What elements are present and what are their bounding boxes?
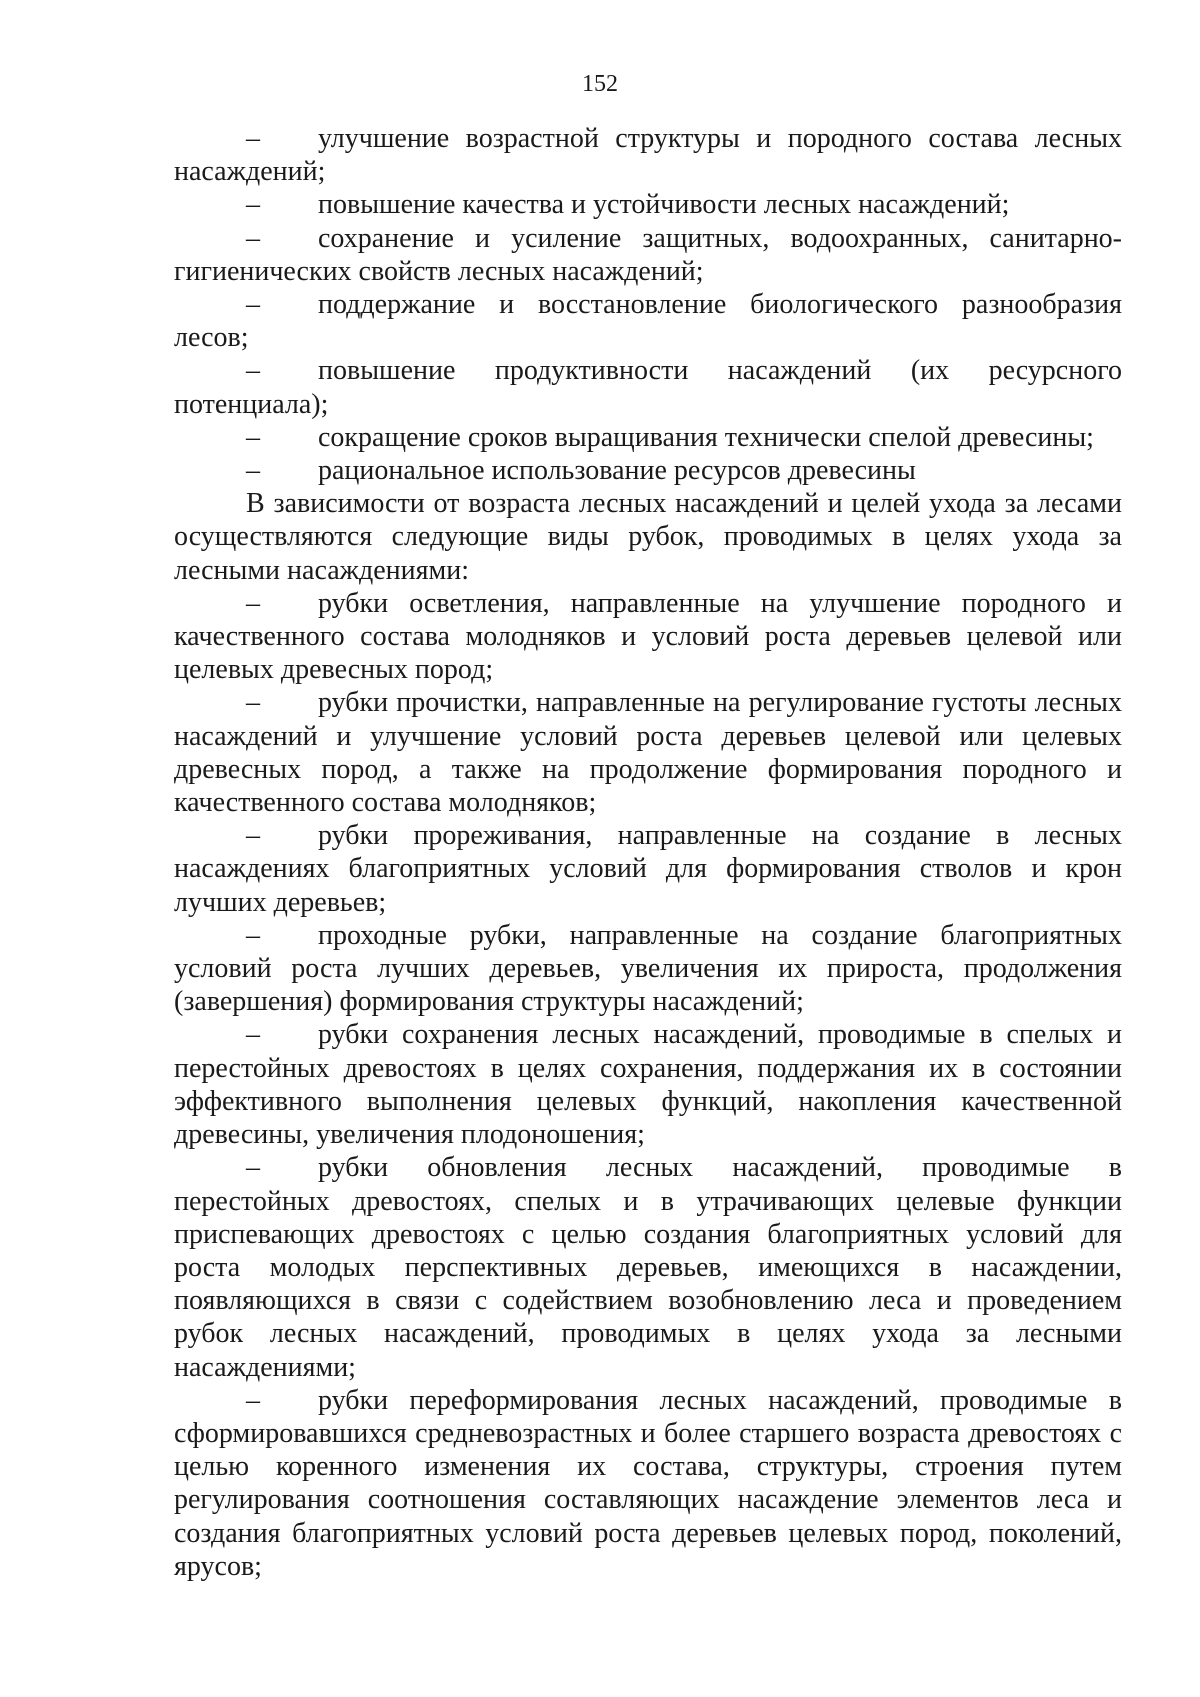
list-item — [174, 122, 1122, 188]
dash-marker: – — [246, 123, 260, 154]
list-item-text: проходные рубки, направленные на создание благоприятных условий роста лучших деревьев, увеличения их прироста, продолжения (завершения) формирования структуры насаждений; — [174, 919, 1122, 1018]
list-item — [174, 1151, 1122, 1383]
page-number: 152 — [582, 71, 618, 97]
list-item-text: рубки прореживания, направленные на создание в лесных насаждениях благоприятных условий для формирования стволов и крон лучших деревьев; — [174, 820, 1122, 918]
list-item-text: поддержание и восстановление биологического разнообразия лесов; — [174, 289, 1122, 354]
list-item-text: рубки прочистки, направленные на регулирование густоты лесных насаждений и улучшение условий роста деревьев целевой или целевых древесных пород, а также на продолжение формирования породного и качественного состава молодняков; — [174, 687, 1122, 819]
list-item — [174, 454, 1122, 487]
dash-marker: – — [246, 1152, 260, 1184]
list-item — [174, 222, 1122, 288]
list-item — [174, 1384, 1122, 1583]
dash-marker: – — [246, 1019, 260, 1051]
list-item-text: рубки осветления, направленные на улучшение породного и качественного состава молодняков и условий роста деревьев целевой или целевых древесных пород; — [174, 587, 1122, 686]
list-item — [174, 819, 1122, 919]
intro-paragraph: В зависимости от возраста лесных насаждений и целей ухода за лесами осуществляются следующие виды рубок, проводимых в целях ухода за лесными насаждениями: — [174, 488, 1122, 586]
list-item — [174, 421, 1122, 454]
dash-marker: – — [246, 587, 260, 619]
dash-marker: – — [246, 455, 260, 487]
dash-marker: – — [246, 919, 260, 951]
list-item — [174, 1018, 1122, 1151]
list-item-text: рубки переформирования лесных насаждений, проводимые в сформировавшихся средневозрастных и более старшего возраста древостоях с целью коренного изменения их состава, структуры, строения путем регулирования соотношения составляющих насаждение элементов леса и создания благоприятных условий роста деревьев целевых пород, поколений, ярусов; — [174, 1384, 1122, 1582]
list-item — [174, 919, 1122, 1019]
list-item-text: рубки обновления лесных насаждений, проводимые в перестойных древостоях, спелых и в утрачивающих целевые функции приспевающих древостоях с целью создания благоприятных условий для роста молодых перспективных деревьев, имеющихся в насаждении, появляющихся в связи с содействием возобновлению леса и проведением рубок лесных насаждений, проводимых в целях ухода за лесными насаждениями; — [174, 1152, 1122, 1383]
list-item-text: повышение продуктивности насаждений (их ресурсного потенциала); — [174, 355, 1122, 420]
dash-marker: – — [246, 421, 260, 453]
dash-marker: – — [246, 222, 260, 254]
list-item — [174, 288, 1122, 354]
list-item — [174, 686, 1122, 819]
dash-marker: – — [246, 687, 260, 719]
list-item-text: рубки сохранения лесных насаждений, проводимые в спелых и перестойных древостоях в целях сохранения, поддержания их в состоянии эффективного выполнения целевых функций, накопления качественной древесины, увеличения плодоношения; — [174, 1019, 1122, 1151]
dash-marker: – — [246, 355, 260, 387]
document-body — [174, 122, 1122, 1583]
dash-marker: – — [246, 1384, 260, 1416]
list-item-text: улучшение возрастной структуры и породного состава лесных насаждений; — [174, 123, 1122, 188]
list-item — [174, 587, 1122, 687]
dash-marker: – — [246, 289, 260, 321]
list-item — [174, 188, 1122, 221]
dash-marker: – — [246, 189, 260, 221]
goals-list — [174, 122, 1122, 487]
list-item — [174, 354, 1122, 420]
list-item-text: сокращение сроков выращивания технически спелой древесины; — [318, 421, 1094, 453]
cutting-types-list — [174, 587, 1122, 1583]
list-item-text: рациональное использование ресурсов древесины — [318, 455, 916, 487]
dash-marker: – — [246, 820, 260, 852]
list-item-text: сохранение и усиление защитных, водоохранных, санитарно-гигиенических свойств лесных насаждений; — [174, 222, 1122, 287]
list-item-text: повышение качества и устойчивости лесных насаждений; — [318, 189, 1010, 221]
